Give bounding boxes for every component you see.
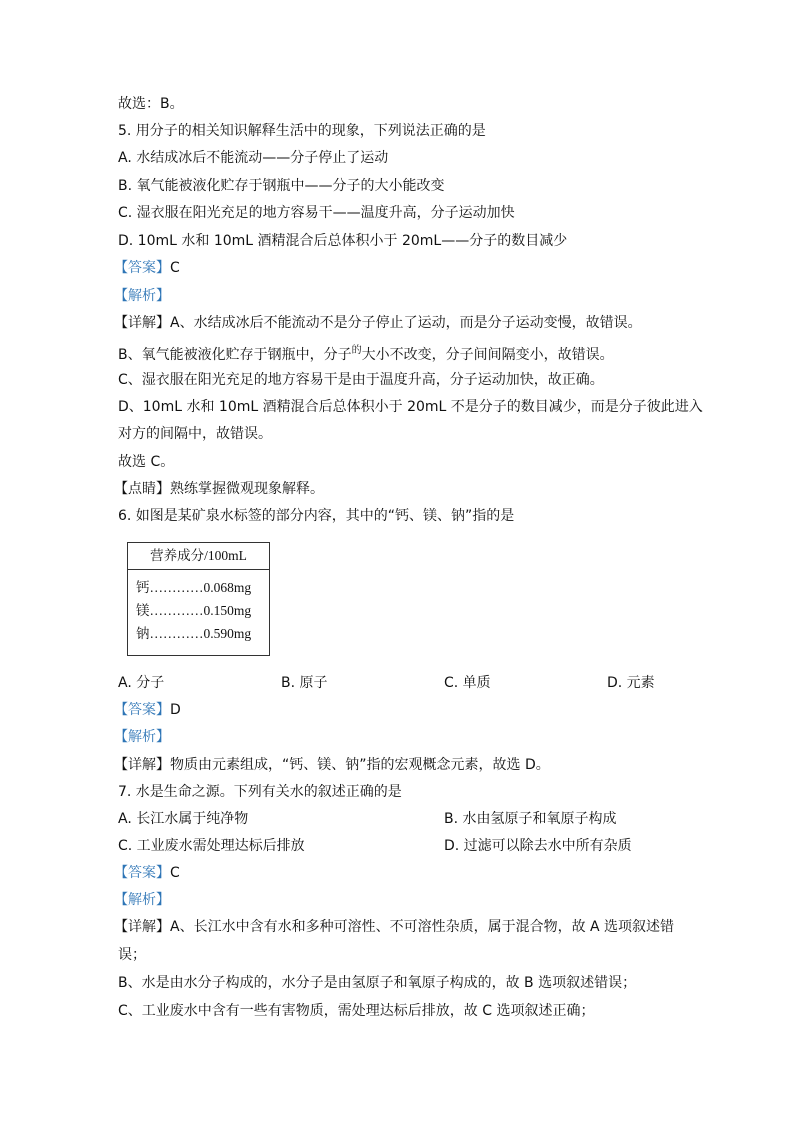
tip-text: 熟练掌握微观现象解释。 [170,481,324,497]
q5-option-a: A. 水结成冰后不能流动——分子停止了运动 [118,150,389,166]
q7-option-a: A. 长江水属于纯净物 [118,811,249,827]
question-5: 5. 用分子的相关知识解释生活中的现象，下列说法正确的是 [118,123,486,139]
detail-label: 【详解】 [114,919,170,935]
conclusion-line: 故选：B。 [118,96,184,112]
question-7: 7. 水是生命之源。下列有关水的叙述正确的是 [118,784,402,800]
detail-text: 大小不改变，分子间间隔变小，故错误。 [361,347,614,363]
element-name: 镁 [136,603,150,618]
q7-option-b: B. 水由氢原子和氧原子构成 [444,811,617,827]
question-6: 6. 如图是某矿泉水标签的部分内容，其中的“钙、镁、钠”指的是 [118,508,515,524]
answer-value: C [170,260,180,276]
answer-value: C [170,865,180,881]
q5-detail-c: C、湿衣服在阳光充足的地方容易干是由于温度升高，分子运动加快，故正确。 [118,372,604,388]
q7-analysis-label: 【解析】 [114,892,170,908]
nutrition-row [136,579,251,597]
q6-option-d: D. 元素 [607,675,655,691]
q7-detail-a2: 误； [118,947,146,963]
q5-answer [114,259,180,277]
detail-text: B、氧气能被液化贮存于钢瓶中，分子 [118,347,352,363]
q5-tip [114,480,324,498]
q5-detail-a [114,314,642,332]
detail-text: 物质由元素组成，“钙、镁、钠”指的宏观概念元素，故选 D。 [170,757,550,773]
q5-analysis-label: 【解析】 [114,288,170,304]
detail-label: 【详解】 [114,757,170,773]
element-value: 0.150mg [203,603,252,618]
q6-option-c: C. 单质 [444,675,491,691]
q6-option-a: A. 分子 [118,675,165,691]
dots: ………… [149,603,204,618]
detail-text: A、长江水中含有水和多种可溶性、不可溶性杂质，属于混合物，故 A 选项叙述错 [170,919,675,935]
detail-text: A、水结成冰后不能流动不是分子停止了运动，而是分子运动变慢，故错误。 [170,315,642,331]
q7-detail-c: C、工业废水中含有一些有害物质，需处理达标后排放，故 C 选项叙述正确； [118,1003,595,1019]
q5-option-d: D. 10mL 水和 10mL 酒精混合后总体积小于 20mL——分子的数目减少 [118,233,568,249]
q7-answer [114,864,180,882]
q5-choose: 故选 C。 [118,454,175,470]
q7-detail-a1 [114,918,674,936]
q5-option-b: B. 氧气能被液化贮存于钢瓶中——分子的大小能改变 [118,178,445,194]
tip-label: 【点睛】 [114,481,170,497]
nutrition-row [136,625,251,643]
answer-value: D [170,702,181,718]
detail-label: 【详解】 [114,315,170,331]
q5-detail-b [118,346,614,366]
q6-option-b: B. 原子 [281,675,328,691]
superscript-char: 的 [351,345,362,356]
q7-option-c: C. 工业废水需处理达标后排放 [118,838,305,854]
nutrition-label-figure [127,542,270,656]
element-value: 0.590mg [203,626,252,641]
q6-answer [114,701,181,719]
dots: ………… [149,580,204,595]
q7-detail-b: B、水是由水分子构成的，水分子是由氢原子和氧原子构成的，故 B 选项叙述错误； [118,975,637,991]
q5-detail-d1: D、10mL 水和 10mL 酒精混合后总体积小于 20mL 不是分子的数目减少，而是分子彼此进入 [118,399,703,415]
answer-label: 【答案】 [114,702,170,718]
element-name: 钠 [136,626,150,641]
q5-option-c: C. 湿衣服在阳光充足的地方容易干——温度升高，分子运动加快 [118,205,515,221]
element-value: 0.068mg [203,580,252,595]
q5-detail-d2: 对方的间隔中，故错误。 [118,426,272,442]
dots: ………… [149,626,204,641]
element-name: 钙 [136,580,150,595]
answer-label: 【答案】 [114,865,170,881]
answer-label: 【答案】 [114,260,170,276]
q6-analysis-label: 【解析】 [114,729,170,745]
nutrition-row [136,602,251,620]
q6-detail [114,756,550,774]
nutrition-label-title: 营养成分/100mL [128,543,269,570]
q7-option-d: D. 过滤可以除去水中所有杂质 [444,838,632,854]
